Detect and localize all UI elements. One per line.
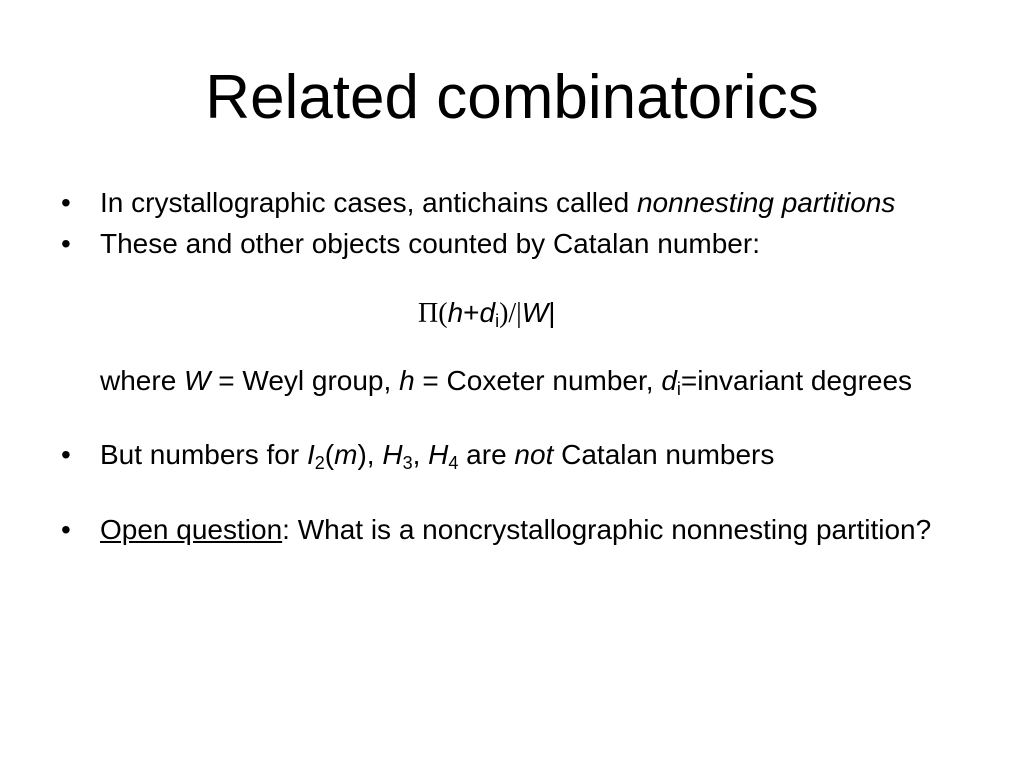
bullet-item-catalan xyxy=(61,228,760,260)
var-d-subscript: i xyxy=(676,379,681,399)
text-segment: = Weyl group, xyxy=(210,365,400,396)
formula-close: )/| xyxy=(499,298,522,329)
formula-open-paren: ( xyxy=(438,298,448,329)
bullet-item-nonnesting xyxy=(61,187,895,219)
formula-d: d xyxy=(479,297,496,328)
product-symbol: Π xyxy=(418,298,439,329)
formula-d-subscript: i xyxy=(495,311,500,331)
text-segment: = Coxeter number, xyxy=(414,365,662,396)
var-H4-subscript: 4 xyxy=(448,453,459,473)
var-m: m xyxy=(334,439,358,470)
emphasis-text: nonnesting partitions xyxy=(636,187,896,218)
text-segment: ( xyxy=(324,439,335,470)
var-I-subscript: 2 xyxy=(314,453,325,473)
catalan-formula xyxy=(418,297,556,337)
var-H3-subscript: 3 xyxy=(402,453,413,473)
text-segment: where xyxy=(100,365,185,396)
var-h: h xyxy=(399,365,415,396)
var-I: I xyxy=(306,439,315,470)
var-H4: H xyxy=(428,439,449,470)
text-segment: Catalan numbers xyxy=(553,439,775,470)
bullet-item-open-question xyxy=(61,514,931,546)
bullet-text: In crystallographic cases, antichains called xyxy=(100,187,637,218)
bullet-text: These and other objects counted by Catalan number: xyxy=(100,228,760,259)
bullet-marker: • xyxy=(61,228,71,259)
underlined-label: Open question xyxy=(100,514,283,545)
slide-title: Related combinatorics xyxy=(205,63,819,132)
text-segment: ), xyxy=(357,439,383,470)
formula-W: W xyxy=(521,297,549,328)
bullet-text: : What is a noncrystallographic nonnesting partition? xyxy=(282,514,932,545)
formula-definitions xyxy=(100,365,912,405)
text-segment: are xyxy=(458,439,515,470)
var-d: d xyxy=(661,365,677,396)
var-W: W xyxy=(184,365,211,396)
emphasis-text: not xyxy=(514,439,554,470)
bullet-item-noncrystallographic-counts xyxy=(61,439,774,479)
formula-bar: | xyxy=(548,297,556,328)
bullet-marker: • xyxy=(61,439,71,470)
bullet-marker: • xyxy=(61,187,71,218)
text-segment: , xyxy=(412,439,429,470)
text-segment: But numbers for xyxy=(100,439,307,470)
text-segment: =invariant degrees xyxy=(680,365,913,396)
bullet-marker: • xyxy=(61,514,71,545)
formula-plus: + xyxy=(463,297,480,328)
var-H3: H xyxy=(382,439,403,470)
formula-h: h xyxy=(447,297,464,328)
